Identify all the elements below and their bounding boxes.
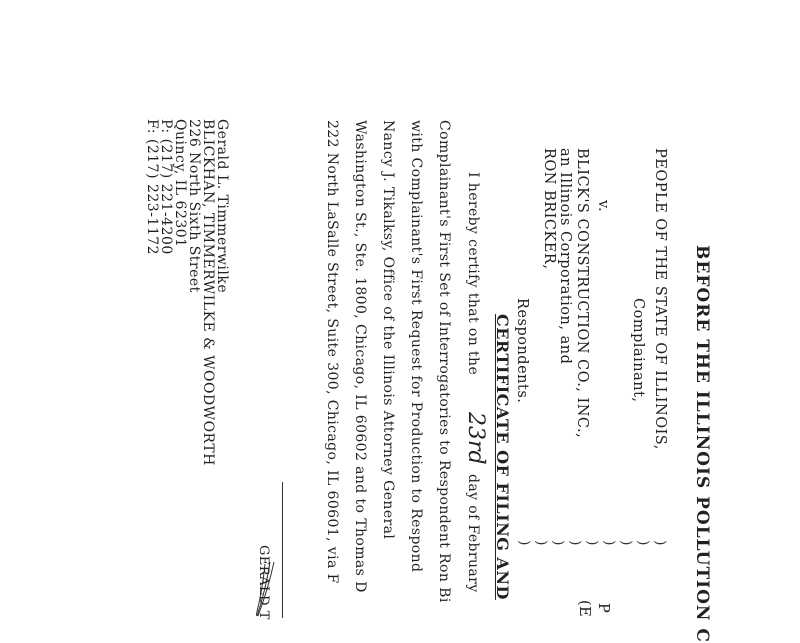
caption-brace: )	[601, 540, 617, 546]
certificate-line-1-end: day of February	[465, 474, 481, 593]
caption-brace: )	[652, 540, 668, 546]
certificate-line-4: Nancy J. Tikalksy, Office of the Illinois Attorney General	[380, 120, 396, 540]
phone-number: P: (217) 221-4200	[158, 119, 174, 255]
attorney-name: Gerald L. Timmerwilke	[214, 119, 230, 294]
versus-label: v.	[595, 200, 611, 213]
caption-brace: )	[635, 540, 651, 546]
signatory-name: GERALD T	[256, 545, 271, 620]
caption-brace: )	[550, 540, 566, 546]
fax-number: F: (217) 223-1172	[144, 119, 160, 256]
certificate-title: CERTIFICATE OF FILING AND	[493, 314, 512, 600]
certificate-line-6: 222 North LaSalle Street, Suite 300, Chicago, IL 60601, via F	[324, 120, 340, 584]
signature-line	[282, 482, 283, 618]
defendant-line-2: an Illinois Corporation, and	[557, 148, 573, 365]
caption-brace: )	[533, 540, 549, 546]
city-state-zip: Quincy, IL 62301	[172, 119, 188, 248]
defendant-role: Respondents.	[514, 298, 530, 404]
case-type-fragment: (E	[576, 600, 592, 618]
certificate-line-5: Washington St., Ste. 1800, Chicago, IL 60602 and to Thomas D	[352, 120, 368, 593]
plaintiff-name: PEOPLE OF THE STATE OF ILLINOIS,	[652, 148, 668, 450]
certificate-line-2: Complainant's First Set of Interrogatories to Respondent Ron Bi	[436, 120, 452, 603]
certificate-line-1-start: I hereby certify that on the	[465, 172, 481, 376]
defendant-line-1: BLICK'S CONSTRUCTION CO., INC.,	[574, 148, 590, 439]
caption-brace: )	[618, 540, 634, 546]
case-number-fragment: P	[595, 603, 611, 614]
certificate-line-3: with Complainant's First Request for Production to Respond	[408, 120, 424, 573]
caption-brace: )	[567, 540, 583, 546]
caption-brace: )	[584, 540, 600, 546]
plaintiff-role: Complainant,	[630, 298, 646, 403]
court-heading: BEFORE THE ILLINOIS POLLUTION C	[692, 245, 712, 643]
street-address: 226 North Sixth Street	[186, 119, 202, 293]
handwritten-day: 23rd	[463, 412, 488, 465]
law-firm-name: BLICKHAN, TIMMERWILKE & WOODWORTH	[200, 119, 216, 466]
defendant-line-3: RON BRICKER,	[541, 148, 557, 270]
caption-brace: )	[516, 540, 532, 546]
